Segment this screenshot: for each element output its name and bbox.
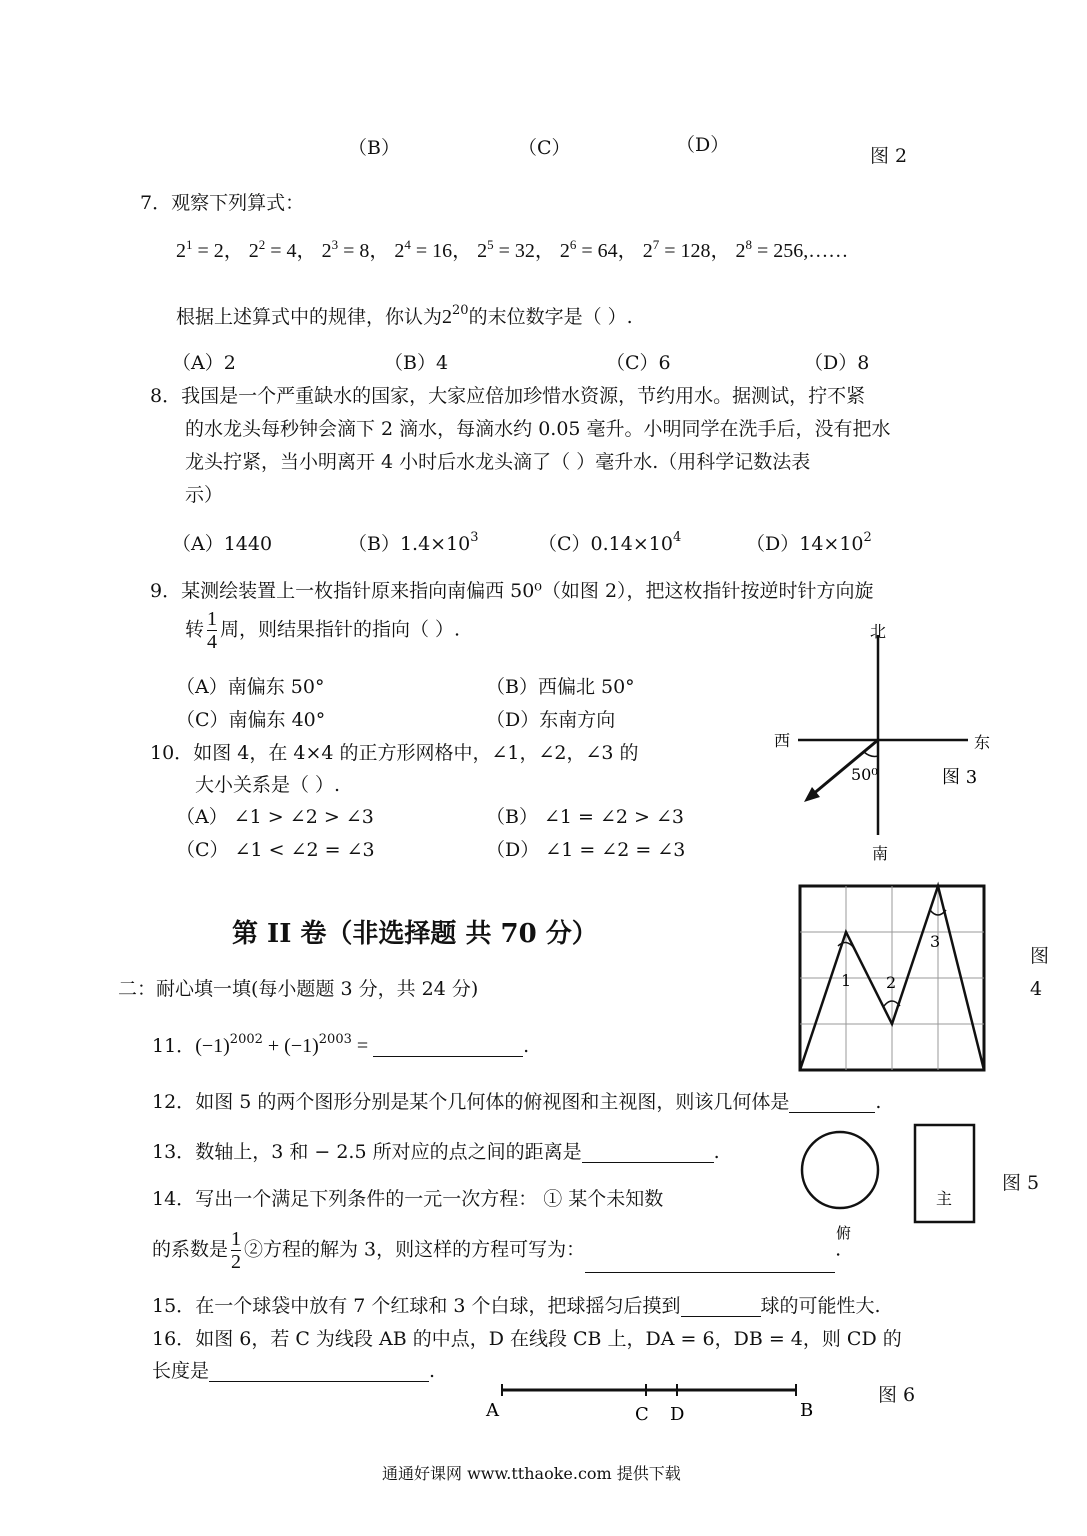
point-d-label: D xyxy=(670,1404,685,1425)
top-view-label: 俯 xyxy=(836,1224,852,1242)
question-12: 12．如图 5 的两个图形分别是某个几何体的俯视图和主视图，则该几何体是 . xyxy=(152,1091,882,1113)
question-10-line-2: 大小关系是（ ）. xyxy=(195,774,341,796)
fraction-one-half: $\frac{1}{2}$ xyxy=(231,1228,242,1273)
section-2-subtitle: 二：耐心填一填(每小题题 3 分，共 24 分) xyxy=(118,978,479,1000)
question-7-option-b: （B）4 xyxy=(384,352,449,374)
question-7-powers: $2^1 = 2$， $2^2 = 4$， $2^3 = 8$， $2^4 = 16$， $2^5 = 32$， $2^6 = 64$， $2^7 = 128$， $2^8$ = 256,…… xyxy=(176,237,849,262)
angle-arc xyxy=(864,752,878,757)
question-8-line-4: 示） xyxy=(185,484,224,506)
question-number: 7． xyxy=(140,192,172,214)
question-9-line-1: 9．某测绘装置上一枚指针原来指向南偏西 50⁰（如图 2），把这枚指针按逆时针方向旋 xyxy=(150,580,874,602)
question-8-line-3: 龙头拧紧，当小明离开 4 小时后水龙头滴了（ ）毫升水.（用科学记数法表 xyxy=(185,451,811,473)
question-14-line-1: 14．写出一个满足下列条件的一元一次方程： ① 某个未知数 xyxy=(152,1188,664,1210)
option-d-label: （D） xyxy=(676,134,730,156)
question-14-line-2: 的系数是 $\frac{1}{2}$ ②方程的解为 3，则这样的方程可写为： . xyxy=(152,1228,842,1273)
question-8-line-1: 8．我国是一个严重缺水的国家，大家应倍加珍惜水资源，节约用水。据测试，拧不紧 xyxy=(150,385,866,407)
question-7-option-d: （D）8 xyxy=(804,352,870,374)
angle-2-label: 2 xyxy=(886,973,897,992)
question-8-line-2: 的水龙头每秒钟会滴下 2 滴水，每滴水约 0.05 毫升。小明同学在洗手后，没有把水 xyxy=(185,418,891,440)
answer-blank[interactable] xyxy=(681,1296,761,1317)
south-label: 南 xyxy=(872,844,889,863)
question-16-line-1: 16．如图 6，若 C 为线段 AB 的中点，D 在线段 CB 上，DA = 6，DB = 4，则 CD 的 xyxy=(152,1328,902,1350)
question-8-option-a: （A）1440 xyxy=(172,533,273,555)
angle-label: 50⁰ xyxy=(851,765,878,784)
west-label: 西 xyxy=(774,731,791,750)
answer-blank[interactable] xyxy=(209,1361,429,1382)
fraction-one-quarter: $\frac{1}{4}$ xyxy=(207,608,218,653)
question-8-option-b: $(B)1.4\times 10^3$ xyxy=(348,530,479,555)
figure-3-compass xyxy=(760,615,1000,865)
question-8-option-c: $(C)0.14\times 10^4$ xyxy=(538,530,682,555)
front-view-label: 主 xyxy=(936,1189,953,1208)
figure-2-label: 图 2 xyxy=(870,145,908,167)
section-2-title: 第 II 卷（非选择题 共 70 分） xyxy=(232,919,598,949)
question-16-line-2: 长度是 . xyxy=(152,1360,436,1382)
question-10-option-a: （A） ∠1 > ∠2 > ∠3 xyxy=(176,806,374,828)
footer-source: 通通好课网 www.tthaoke.com 提供下载 xyxy=(382,1464,681,1483)
north-label: 北 xyxy=(870,622,887,641)
figure-4-label-bottom: 4 xyxy=(1030,978,1043,1000)
figure-3-label: 图 3 xyxy=(942,767,978,788)
answer-blank[interactable] xyxy=(789,1092,875,1113)
option-b-label: （B） xyxy=(348,137,400,159)
figure-5-views xyxy=(798,1120,988,1245)
figure-5-label: 图 5 xyxy=(1002,1172,1040,1194)
point-b-label: B xyxy=(800,1400,814,1421)
point-c-label: C xyxy=(635,1404,649,1425)
answer-blank[interactable] xyxy=(582,1142,714,1163)
question-10-line-1: 10．如图 4，在 4×4 的正方形网格中，∠1，∠2，∠3 的 xyxy=(150,742,639,764)
question-11: 11．$(-1)^{2002} + (-1)^{2003}$ = . xyxy=(152,1032,530,1057)
question-9-option-a: （A）南偏东 50° xyxy=(176,676,325,698)
question-8-option-d: $(D)14\times 10^2$ xyxy=(746,530,872,555)
question-7-ask: 根据上述算式中的规律，你认为$2^{20}$的末位数字是（ ）. xyxy=(176,303,633,328)
question-9-option-d: （D）东南方向 xyxy=(486,709,616,731)
question-9-line-2: 转 $\frac{1}{4}$ 周，则结果指针的指向（ ）. xyxy=(185,608,461,653)
east-label: 东 xyxy=(974,733,991,752)
point-a-label: A xyxy=(486,1400,499,1421)
question-10-option-d: （D） ∠1 = ∠2 = ∠3 xyxy=(486,839,686,861)
question-10-option-b: （B） ∠1 = ∠2 > ∠3 xyxy=(486,806,685,828)
question-7-option-a: （A）2 xyxy=(172,352,236,374)
question-13: 13．数轴上，3 和 − 2.5 所对应的点之间的距离是 . xyxy=(152,1141,720,1163)
question-7-stem: 7．观察下列算式： xyxy=(140,192,305,214)
question-7-option-c: （C）6 xyxy=(606,352,671,374)
angle-1-label: 1 xyxy=(841,971,852,990)
question-9-option-c: （C）南偏东 40° xyxy=(176,709,326,731)
question-15: 15．在一个球袋中放有 7 个红球和 3 个白球，把球摇匀后摸到 球的可能性大. xyxy=(152,1295,881,1317)
angle-3-label: 3 xyxy=(930,932,941,951)
option-c-label: （C） xyxy=(518,137,571,159)
question-10-option-c: （C） ∠1 < ∠2 = ∠3 xyxy=(176,839,375,861)
figure-4-grid xyxy=(798,884,988,1074)
question-9-option-b: （B）西偏北 50° xyxy=(486,676,635,698)
top-view-circle xyxy=(802,1132,878,1208)
figure-4-label-top: 图 xyxy=(1030,945,1050,967)
answer-blank[interactable] xyxy=(585,1252,835,1273)
figure-6-segment xyxy=(480,1378,840,1428)
figure-6-label: 图 6 xyxy=(878,1384,916,1406)
answer-blank[interactable] xyxy=(373,1036,523,1057)
